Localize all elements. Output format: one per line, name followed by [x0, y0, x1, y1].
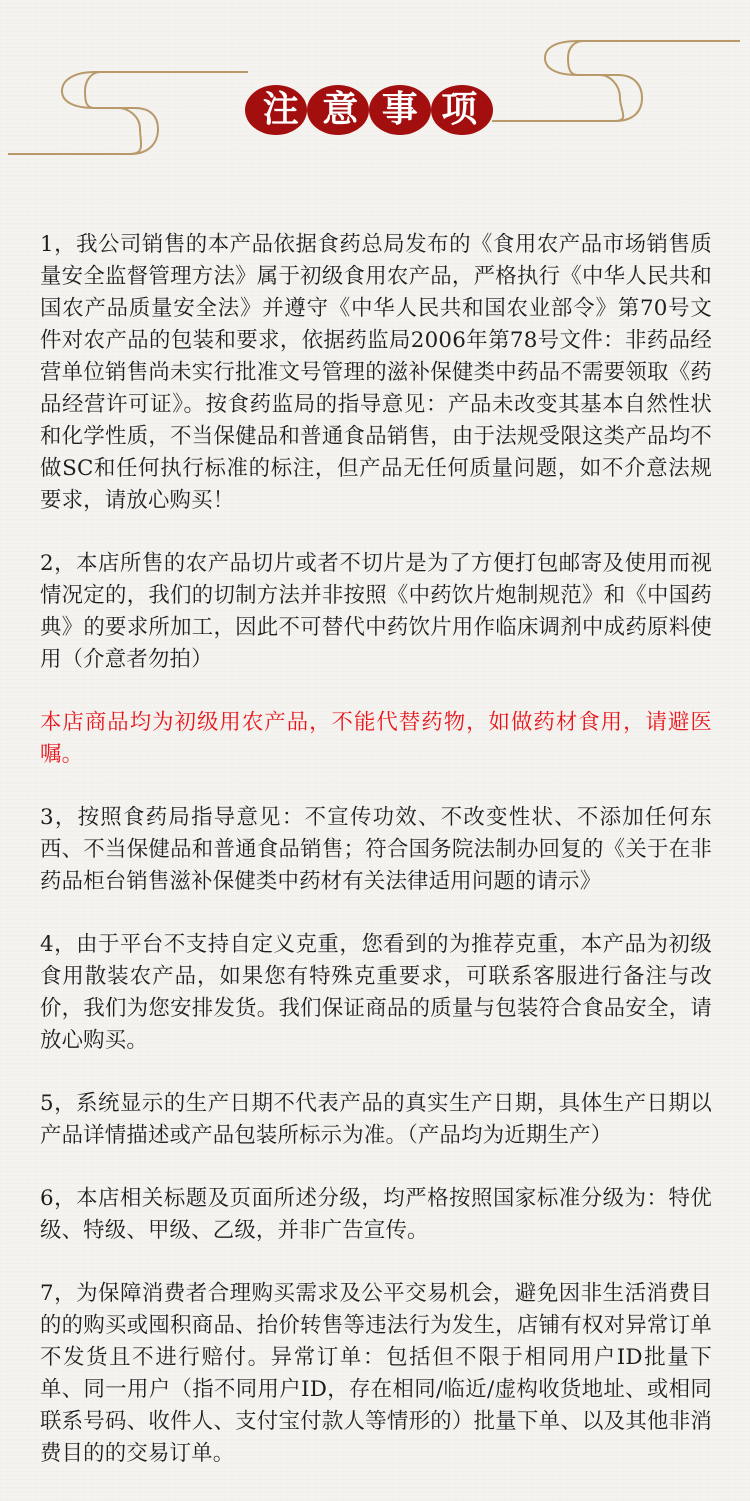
- notice-item-2: 2，本店所售的农产品切片或者不切片是为了方便打包邮寄及使用而视情况定的，我们的切制方法并非按照《中药饮片炮制规范》和《中国药典》的要求所加工，因此不可替代中药饮片用作临床调剂中成药原料使用（介意者勿拍）: [40, 551, 712, 672]
- notice-item-6: 6，本店相关标题及页面所述分级，均严格按照国家标准分级为：特优级、特级、甲级、乙级，并非广告宣传。: [40, 1186, 712, 1243]
- notice-item-4: 4，由于平台不支持自定义克重，您看到的为推荐克重，本产品为初级食用散装农产品，如果您有特殊克重要求，可联系客服进行备注与改价，我们为您安排发货。我们保证商品的质量与包装符合食品安全，请放心购买。: [40, 932, 712, 1053]
- notice-item-1: 1，我公司销售的本产品依据食药总局发布的《食用农产品市场销售质量安全监督管理方法》属于初级食用农产品，严格执行《中华人民共和国农产品质量安全法》并遵守《中华人民共和国农业部令》第70号文件对农产品的包装和要求，依据药监局2006年第78号文件：非药品经营单位销售尚未实行批准文号管理的滋补保健类中药品不需要领取《药品经营许可证》。按食药监局的指导意见：产品未改变其基本自然性状和化学性质，不当保健品和普通食品销售，由于法规受限这类产品均不做SC和任何执行标准的标注，但产品无任何质量问题，如不介意法规要求，请放心购买！: [40, 232, 712, 513]
- title-badge: [245, 85, 495, 135]
- notice-item-7: 7，为保障消费者合理购买需求及公平交易机会，避免因非生活消费目的的购买或囤积商品、抬价转售等违法行为发生，店铺有权对异常订单不发货且不进行赔付。异常订单：包括但不限于相同用户ID批量下单、同一用户（指不同用户ID，存在相同/临近/虚构收货地址、或相同联系号码、收件人、支付宝付款人等情形的）批量下单、以及其他非消费目的的交易订单。: [40, 1281, 712, 1466]
- title-char: 项: [441, 89, 478, 130]
- title-char: 事: [381, 89, 418, 130]
- notice-item-5: 5，系统显示的生产日期不代表产品的真实生产日期，具体生产日期以产品详情描述或产品包装所标示为准。（产品均为近期生产）: [40, 1091, 712, 1148]
- warning-notice: 本店商品均为初级用农产品，不能代替药物，如做药材食用，请避医嘱。: [40, 710, 712, 767]
- title-char: 注: [262, 89, 299, 130]
- notice-list: [40, 229, 712, 1501]
- title-char: 意: [322, 89, 359, 130]
- page-title: [245, 85, 495, 135]
- header-banner: [0, 0, 750, 200]
- notice-item-3: 3，按照食药局指导意见：不宣传功效、不改变性状、不添加任何东西、不当保健品和普通食品销售；符合国务院法制办回复的《关于在非药品柜台销售滋补保健类中药材有关法律适用问题的请示》: [40, 805, 712, 894]
